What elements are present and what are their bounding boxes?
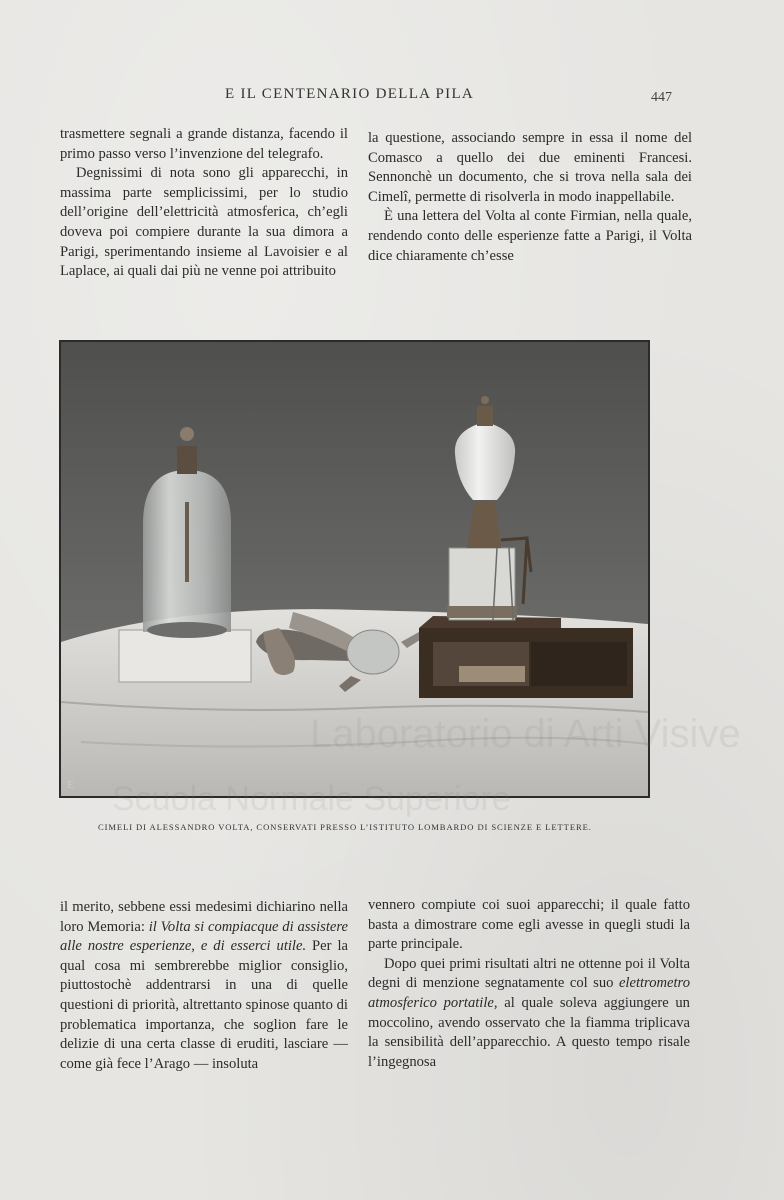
paragraph — [60, 898, 348, 1074]
column-top-left — [60, 125, 348, 282]
page-number: 447 — [651, 90, 672, 105]
paragraph: trasmettere segnali a grande distanza, facendo il primo passo verso l’invenzione del telegrafo. — [60, 126, 348, 162]
paragraph: È una lettera del Volta al conte Firmian, nella quale, rendendo conto delle esperienze fatte a Parigi, il Volta dice chiaramente ch’esse — [368, 208, 692, 264]
paragraph: la questione, associando sempre in essa il nome del Comasco a quello dei due eminenti Francesi. Sennonchè un documento, che si trova nella sala dei Cimelî, permette di risolverla in modo inappellabile. — [368, 130, 692, 205]
column-bottom-left — [60, 898, 348, 1074]
figure-photograph — [59, 340, 650, 798]
paragraph: Degnissimi di nota sono gli apparecchi, in massima parte semplicissimi, per lo studio dell’origine dell’elettricità atmosferica, ch’egli doveva poi compiere durante la sua dimora a Parigi, sperimentando insieme al Lavoisier e al Laplace, ai quali dai più ne venne poi attribuito — [60, 165, 348, 280]
plate-monogram: E — [67, 779, 74, 791]
text-run: il merito, sebbene essi medesimi dichiarino nella loro Memoria: — [60, 899, 348, 935]
italic-quote: il Volta si compiacque di assistere alle nostre esperienze, e di esserci utile. — [60, 918, 348, 955]
running-title: E IL CENTENARIO DELLA PILA — [225, 86, 475, 102]
text-run: al quale soleva aggiungere un moccolino, avendo osservato che la fiamma triplicava la sensibilità dell’apparecchio. A questo tempo risale l’ingegnosa — [368, 994, 690, 1070]
text-run: Per la qual cosa mi sembrerebbe miglior consiglio, piuttostochè addentrarsi in una di quelle questioni di priorità, altrettanto spinose quanto di problematica importanza, che soglion fare le delizie di una certa classe di eruditi, lasciare — come già fece l’Arago — insoluta — [60, 938, 348, 1072]
italic-term: elettrometro atmosferico portatile, — [368, 975, 690, 1011]
column-bottom-right — [368, 896, 690, 1072]
figure-caption: CIMELI DI ALESSANDRO VOLTA, CONSERVATI PRESSO L’ISTITUTO LOMBARDO DI SCIENZE E LETTERE. — [98, 822, 592, 832]
text-run: Dopo quei primi risultati altri ne ottenne poi il Volta degni di menzione segnatamente col suo — [368, 955, 690, 992]
paragraph — [368, 955, 690, 1073]
column-top-right — [368, 129, 692, 266]
paragraph: vennero compiute coi suoi apparecchi; il quale fatto basta a dimostrare come egli avesse in quegli studi la parte principale. — [368, 897, 690, 953]
